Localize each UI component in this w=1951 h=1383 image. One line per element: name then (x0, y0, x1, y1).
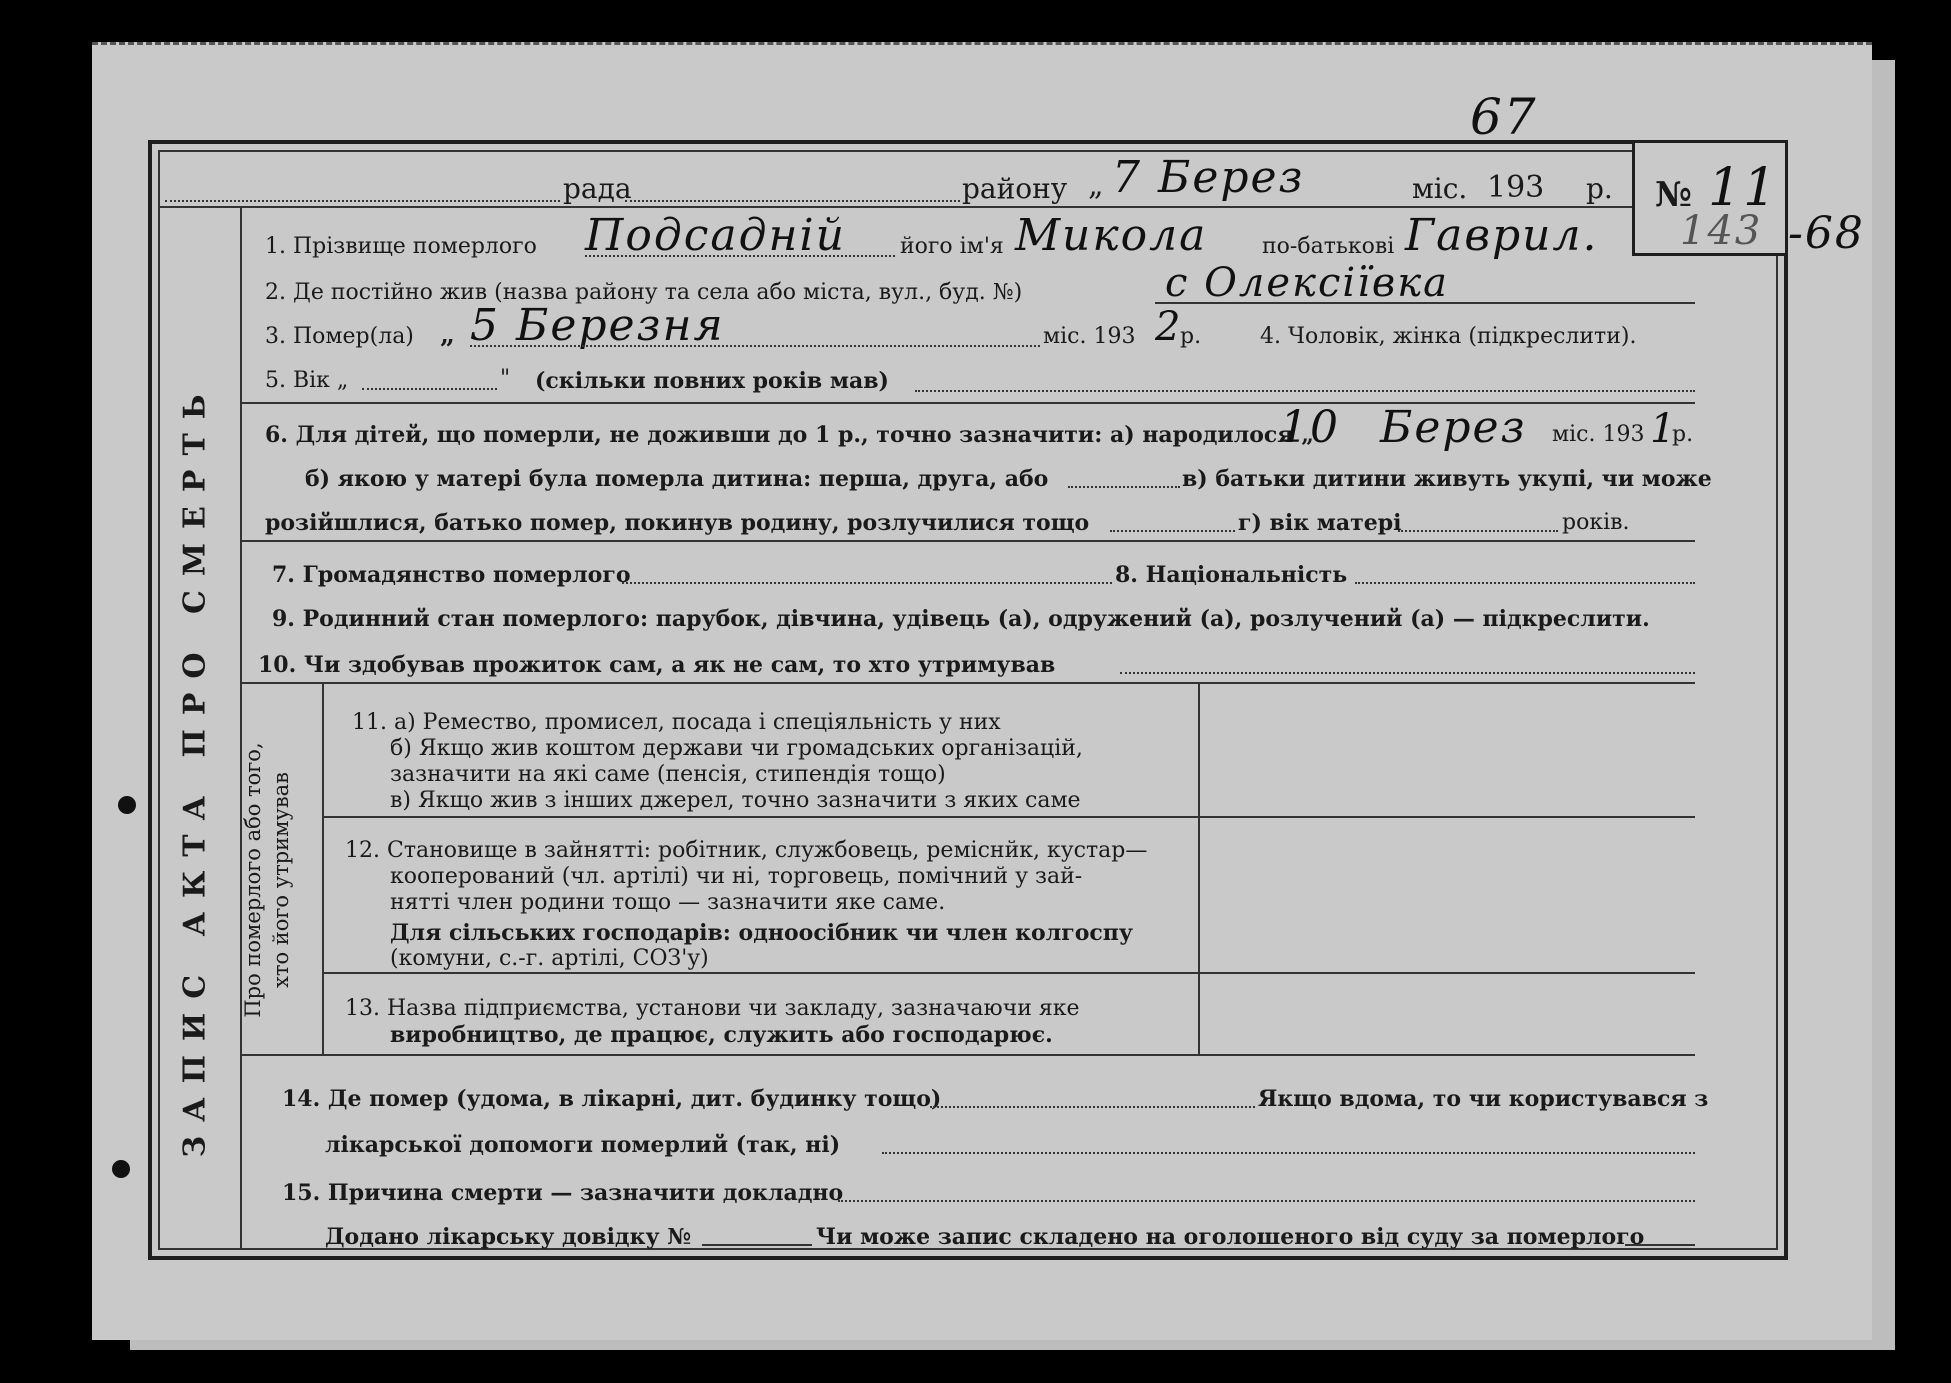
field-4-label: 4. Чоловік, жінка (підкреслити). (1260, 324, 1637, 349)
field-1-patronymic-label: по-батькові (1262, 234, 1395, 259)
field-6g-unit: років. (1562, 510, 1630, 535)
field-16a: Додано лікарську довідку № (325, 1224, 692, 1250)
binding-hole (112, 1160, 130, 1178)
field-3-mis: міс. 193 (1043, 324, 1136, 349)
header-quote: „ (1088, 168, 1104, 203)
field-11b2: зазначити на які саме (пенсія, стипендія тощо) (390, 762, 946, 787)
field-12d: Для сільських господарів: одноосібник чи член колгоспу (390, 920, 1133, 946)
header-r: р. (1586, 172, 1613, 205)
field-10-label: 10. Чи здобував прожиток сам, а як не сам, то хто утримував (258, 652, 1056, 678)
header-rayonu: району (962, 172, 1068, 205)
header-year: 193 (1487, 170, 1545, 205)
field-5-note: (скільки повних років мав) (535, 368, 889, 394)
field-3-r: р. (1180, 324, 1202, 349)
field-13b: виробництво, де працює, служить або господарює. (390, 1022, 1053, 1048)
hand-birth-day: 10 (1280, 402, 1340, 453)
hand-surname: Подсадній (585, 210, 846, 261)
field-1-name-label: його ім'я (900, 234, 1004, 259)
header-rada: рада (563, 172, 632, 205)
field-3-label: 3. Помер(ла) (265, 324, 414, 349)
hand-name: Микола (1015, 210, 1208, 261)
hand-record-number-3: -68 (1788, 208, 1865, 259)
inner-frame (158, 150, 1778, 1250)
side-title: ЗАПИС АКТА ПРО СМЕРТЬ (177, 380, 213, 1158)
hand-death-year: 2 (1155, 304, 1183, 350)
field-14c: лікарської допомоги померлий (так, ні) (325, 1132, 841, 1158)
field-6-label: 6. Для дітей, що померли, не доживши до 1 р., точно зазначити: а) народилося „ (265, 422, 1314, 448)
field-8-label: 8. Національність (1115, 562, 1348, 588)
field-6b-label: б) якою у матері була померла дитина: перша, друга, або (305, 466, 1049, 492)
field-5-quote: " (500, 366, 511, 391)
field-9-label: 9. Родинний стан померлого: парубок, дівчина, удівець (а), одружений (а), розлучений (а) — підкреслити. (272, 606, 1650, 632)
number-sign: № (1655, 175, 1692, 215)
hand-page-number: 67 (1470, 88, 1538, 146)
field-6c-label: розійшлися, батько помер, покинув родину, розлучилися тощо (265, 510, 1090, 536)
field-15-label: 15. Причина смерти — зазначити докладно (282, 1180, 844, 1206)
hand-record-number-2: 143 (1680, 208, 1763, 254)
perforation-edge (92, 42, 1872, 45)
hand-birth-year: 1 (1650, 406, 1678, 452)
field-3-quote: „ (440, 320, 455, 350)
field-11v: в) Якщо жив з інших джерел, точно зазначити з яких саме (390, 788, 1081, 813)
hand-death-date: 5 Березня (470, 300, 725, 351)
field-16b: Чи може запис складено на оголошеного від суду за померлого (816, 1224, 1645, 1250)
field-12e: (комуни, с.-г. артілі, СОЗ'у) (390, 946, 709, 971)
field-11a: 11. а) Ремество, промисел, посада і спеціяльність у них (352, 710, 1001, 735)
field-5-label: 5. Вік „ (265, 368, 349, 393)
hand-birth-month: Берез (1380, 402, 1527, 453)
field-14b: Якщо вдома, то чи користувався з (1258, 1086, 1709, 1112)
field-6g-label: г) вік матері (1238, 510, 1402, 536)
field-6v-label: в) батьки дитини живуть укупі, чи може (1182, 466, 1712, 492)
field-12c: нятті член родини тощо — зазначити яке саме. (390, 890, 946, 915)
field-2-label: 2. Де постійно жив (назва району та села або міста, вул., буд. №) (265, 280, 1023, 305)
field-12a: 12. Становище в зайнятті: робітник, службовець, реміснйк, кустар— (345, 838, 1148, 863)
field-7-label: 7. Громадянство померлого (272, 562, 631, 588)
field-12b: кооперований (чл. артілі) чи ні, торговець, помічний у зай- (390, 864, 1083, 889)
hand-header-date: 7 Берез (1112, 152, 1305, 203)
hand-record-number: 11 (1708, 158, 1779, 218)
hand-residence: с Олексіївка (1165, 260, 1449, 306)
side-subtitle: Про померлого або того, хто його утримував (241, 742, 293, 1018)
field-13a: 13. Назва підприємства, установи чи закладу, зазначаючи яке (345, 996, 1080, 1021)
header-mis: міс. (1412, 172, 1468, 205)
hand-patronymic: Гаврил. (1405, 210, 1599, 261)
binding-hole (118, 796, 136, 814)
field-1-label: 1. Прізвище померлого (265, 234, 537, 259)
field-6-r: р. (1672, 422, 1694, 447)
field-6-mis: міс. 193 (1552, 422, 1645, 447)
field-14a: 14. Де помер (удома, в лікарні, дит. будинку тощо) (282, 1086, 942, 1112)
field-11b: б) Якщо жив коштом держави чи громадських організацій, (390, 736, 1083, 761)
